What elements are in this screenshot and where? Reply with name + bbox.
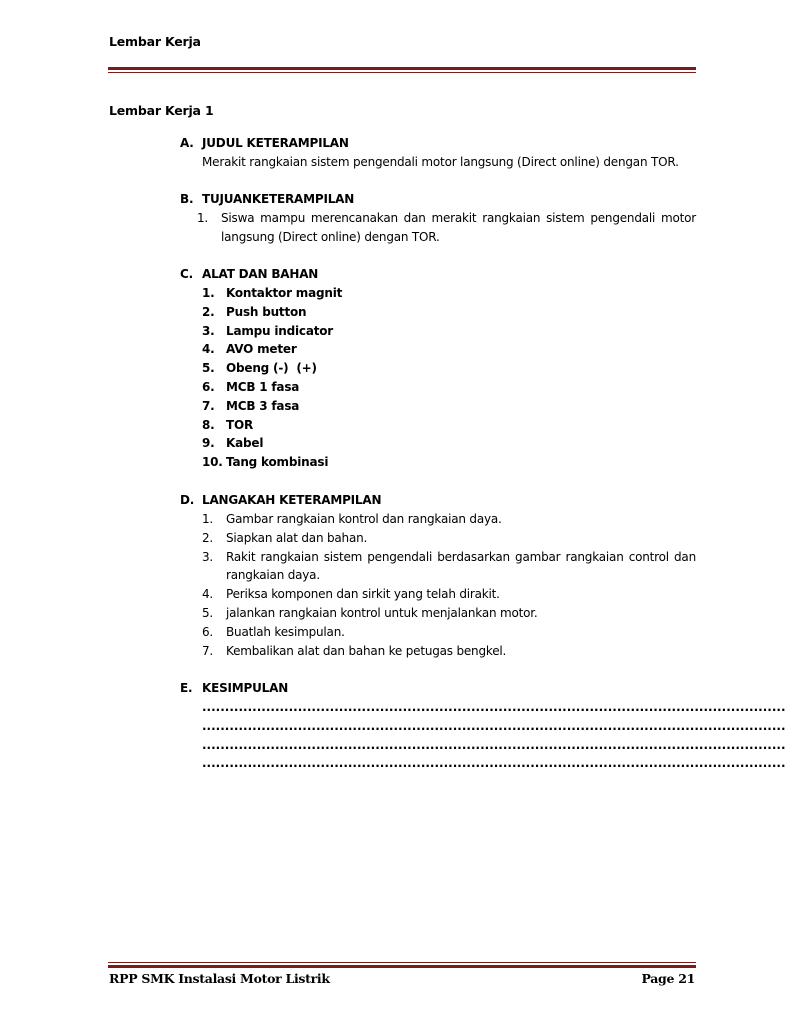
section-c-letter: C.: [180, 267, 193, 281]
page-number: Page 21: [641, 971, 695, 986]
section-b-list: [197, 209, 696, 247]
list-item: [202, 604, 696, 623]
section-e-heading: KESIMPULAN: [202, 681, 289, 695]
list-item-number: 5.: [202, 605, 214, 620]
list-item: [202, 340, 696, 359]
section-b-letter: B.: [180, 192, 194, 206]
list-item: [202, 642, 696, 661]
list-item-text: Kabel: [226, 436, 264, 451]
section-c-list: [202, 284, 696, 472]
list-item-text: MCB 3 fasa: [226, 398, 300, 413]
header-rule-thin: [108, 72, 696, 73]
list-item-number: 8.: [202, 417, 215, 432]
list-item-text: Obeng (-) (+): [226, 361, 317, 376]
section-e-letter: E.: [180, 681, 193, 695]
footer-title: RPP SMK Instalasi Motor Listrik: [109, 971, 330, 986]
list-item-number: 2.: [202, 304, 215, 319]
section-c: [180, 265, 696, 472]
section-b: [180, 190, 696, 247]
answer-line[interactable]: ................................................................................................................................: [202, 700, 786, 714]
list-item-text: Siapkan alat dan bahan.: [226, 530, 368, 545]
list-item: [202, 623, 696, 642]
section-d-heading: LANGAKAH KETERAMPILAN: [202, 493, 382, 507]
list-item-text: AVO meter: [226, 342, 297, 357]
list-item-number: 1.: [202, 512, 214, 526]
list-item-text: Gambar rangkaian kontrol dan rangkaian daya.: [226, 512, 502, 526]
list-item: [202, 397, 696, 416]
list-item-text: Rakit rangkaian sistem pengendali berdasarkan gambar rangkaian control dan rangkaian daya.: [226, 549, 696, 583]
list-item-number: 9.: [202, 436, 215, 451]
section-a-body: Merakit rangkaian sistem pengendali motor langsung (Direct online) dengan TOR.: [202, 155, 679, 169]
list-item-text: TOR: [226, 417, 254, 432]
section-a: [180, 134, 696, 172]
list-item-number: 1.: [197, 211, 209, 225]
list-item: [202, 510, 696, 529]
answer-line[interactable]: ................................................................................................................................: [202, 756, 786, 771]
list-item: [202, 322, 696, 341]
list-item-text: Siswa mampu merencanakan dan merakit rangkaian sistem pengendali motor langsung (Direct online) dengan TOR.: [221, 211, 696, 244]
list-item: [202, 378, 696, 397]
list-item: [202, 585, 696, 604]
list-item-number: 5.: [202, 361, 215, 376]
list-item-text: Push button: [226, 304, 307, 319]
list-item-number: 7.: [202, 398, 215, 413]
list-item-number: 6.: [202, 379, 215, 394]
list-item: [202, 284, 696, 303]
list-item-number: 1.: [202, 286, 215, 300]
section-c-heading: ALAT DAN BAHAN: [202, 267, 319, 281]
list-item-text: MCB 1 fasa: [226, 379, 300, 394]
list-item: [202, 303, 696, 322]
footer-rule: [108, 965, 696, 968]
list-item-text: Kontaktor magnit: [226, 286, 343, 300]
list-item-number: 7.: [202, 643, 214, 658]
section-a-letter: A.: [180, 136, 194, 150]
list-item: [197, 209, 696, 247]
list-item-number: 3.: [202, 323, 215, 338]
header-title: Lembar Kerja: [109, 34, 201, 49]
answer-line[interactable]: ................................................................................................................................: [202, 718, 786, 733]
list-item: [202, 453, 696, 472]
list-item: [202, 359, 696, 378]
list-item-text: Lampu indicator: [226, 323, 334, 338]
list-item-number: 6.: [202, 624, 214, 639]
worksheet-title: Lembar Kerja 1: [109, 103, 214, 118]
section-e: [180, 679, 786, 773]
list-item-text: Periksa komponen dan sirkit yang telah dirakit.: [226, 587, 500, 602]
list-item-number: 3.: [202, 549, 214, 564]
list-item-text: Kembalikan alat dan bahan ke petugas bengkel.: [226, 643, 507, 658]
list-item: [202, 416, 696, 435]
section-d-letter: D.: [180, 493, 195, 507]
section-a-heading: JUDUL KETERAMPILAN: [202, 136, 349, 150]
section-b-heading: TUJUANKETERAMPILAN: [202, 192, 355, 206]
list-item-text: jalankan rangkaian kontrol untuk menjalankan motor.: [226, 605, 538, 620]
list-item: [202, 548, 696, 586]
list-item-number: 4.: [202, 587, 214, 602]
list-item: [202, 529, 696, 548]
section-d: [180, 491, 696, 660]
section-d-list: [202, 510, 696, 660]
answer-line[interactable]: ................................................................................................................................: [202, 737, 786, 752]
list-item-number: 2.: [202, 530, 214, 545]
header-rule: [108, 67, 696, 70]
list-item: [202, 434, 696, 453]
list-item-number: 4.: [202, 342, 215, 357]
footer-rule-thin: [108, 962, 696, 963]
list-item-number: 10.: [202, 455, 223, 470]
list-item-text: Buatlah kesimpulan.: [226, 624, 345, 639]
list-item-text: Tang kombinasi: [226, 455, 329, 470]
